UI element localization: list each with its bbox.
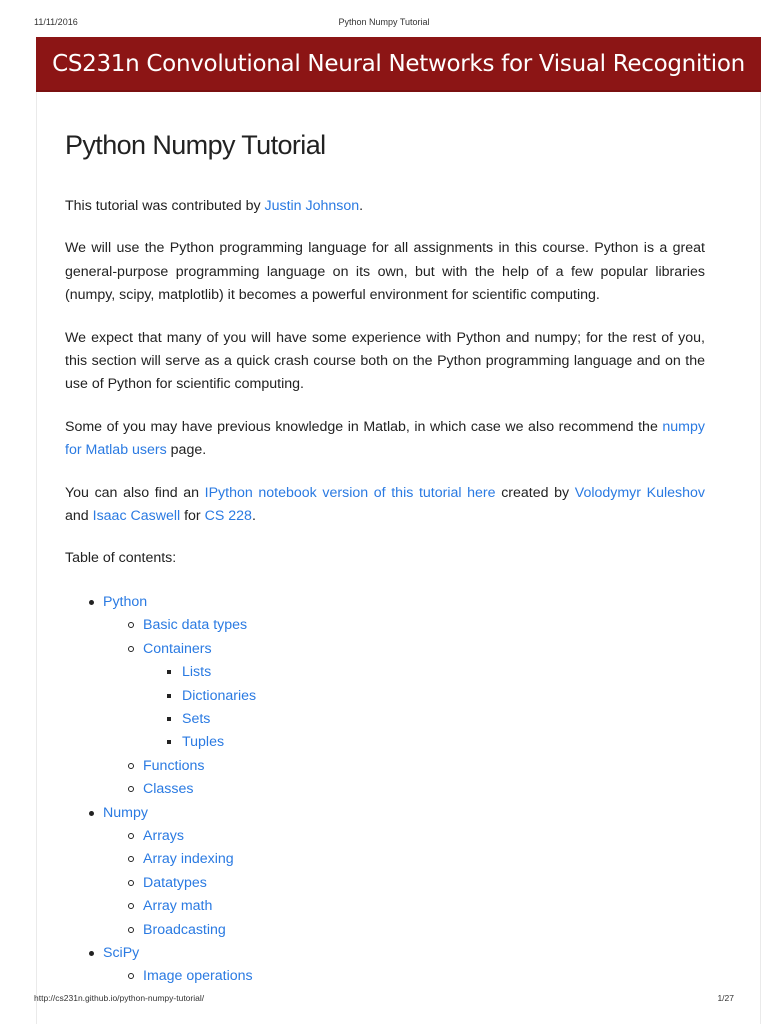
text: page. xyxy=(166,442,207,459)
toc-item-python xyxy=(103,591,705,802)
toc-link-lists[interactable]: Lists xyxy=(182,664,212,681)
print-doc-title: Python Numpy Tutorial xyxy=(338,17,430,27)
toc-link-basic-data-types[interactable]: Basic data types xyxy=(143,617,248,634)
toc-label: Table of contents: xyxy=(65,550,177,567)
toc-sublist-python xyxy=(103,614,705,801)
toc-item-classes xyxy=(143,778,705,801)
paragraph-expect: We expect that many of you will have some experience with Python and numpy; for the rest of you, this section will serve as a quick crash course both on the Python programming language and on the use of Python for scientific computing. xyxy=(65,329,705,393)
toc-item-arrays xyxy=(143,825,705,848)
post-title: Python Numpy Tutorial xyxy=(65,130,326,160)
toc-link-python[interactable]: Python xyxy=(103,593,148,610)
link-cs228[interactable]: CS 228 xyxy=(204,508,252,525)
text: and xyxy=(65,508,93,525)
toc-link-datatypes[interactable]: Datatypes xyxy=(143,874,207,891)
table-of-contents xyxy=(65,591,705,989)
print-footer xyxy=(34,993,734,1007)
paragraph-intro: We will use the Python programming language for all assignments in this course. Python is a great general-purpose programming language on its own, but with the help of a few popular libraries (numpy, scipy, matplotlib) it becomes a powerful environment for scientific computing. xyxy=(65,240,705,304)
toc-sublist-containers xyxy=(143,661,705,755)
text: created by xyxy=(495,484,575,501)
text: for xyxy=(180,508,205,525)
toc-item-basic-data-types xyxy=(143,614,705,637)
toc-link-array-math[interactable]: Array math xyxy=(143,898,213,915)
text: . xyxy=(359,198,364,214)
paragraph-notebook xyxy=(65,482,705,529)
print-url: http://cs231n.github.io/python-numpy-tutorial/ xyxy=(34,993,205,1003)
link-numpy-for-matlab[interactable]: numpy for Matlab users xyxy=(65,418,705,459)
toc-item-array-math xyxy=(143,895,705,918)
link-ipython-notebook[interactable]: IPython notebook version of this tutorial here xyxy=(204,484,496,501)
link-volodymyr-kuleshov[interactable]: Volodymyr Kuleshov xyxy=(574,484,705,501)
text: You can also find an xyxy=(65,484,205,501)
link-justin-johnson[interactable]: Justin Johnson xyxy=(264,198,360,214)
paragraph-matlab xyxy=(65,416,705,463)
toc-item-sets xyxy=(182,708,705,731)
link-isaac-caswell[interactable]: Isaac Caswell xyxy=(92,508,181,525)
toc-item-dictionaries xyxy=(182,685,705,708)
print-page-number: 1/27 xyxy=(717,993,734,1003)
toc-item-broadcasting xyxy=(143,919,705,942)
toc-item-array-indexing xyxy=(143,848,705,871)
print-header xyxy=(34,17,734,31)
post-content xyxy=(65,120,705,989)
toc-item-scipy xyxy=(103,942,705,989)
toc-sublist-numpy xyxy=(103,825,705,942)
toc-item-image-operations xyxy=(143,965,705,988)
toc-link-classes[interactable]: Classes xyxy=(143,781,194,798)
toc-item-functions xyxy=(143,755,705,778)
site-title-link[interactable]: CS231n Convolutional Neural Networks for Visual Recognition xyxy=(52,50,745,77)
toc-link-arrays[interactable]: Arrays xyxy=(143,827,184,844)
toc-link-numpy[interactable]: Numpy xyxy=(103,804,148,821)
toc-item-datatypes xyxy=(143,872,705,895)
toc-link-scipy[interactable]: SciPy xyxy=(103,944,140,961)
text: This tutorial was contributed by xyxy=(65,198,265,214)
toc-sublist-scipy xyxy=(103,965,705,988)
toc-item-tuples xyxy=(182,731,705,754)
site-header xyxy=(36,37,761,92)
paragraph-contributed xyxy=(65,195,705,218)
toc-link-tuples[interactable]: Tuples xyxy=(182,734,225,751)
toc-link-array-indexing[interactable]: Array indexing xyxy=(143,851,234,868)
toc-item-containers xyxy=(143,638,705,755)
print-date: 11/11/2016 xyxy=(34,17,78,27)
toc-item-lists xyxy=(182,661,705,684)
toc-link-broadcasting[interactable]: Broadcasting xyxy=(143,921,226,938)
toc-link-image-operations[interactable]: Image operations xyxy=(143,968,253,985)
text: . xyxy=(251,508,256,525)
toc-link-containers[interactable]: Containers xyxy=(143,640,212,657)
toc-link-dictionaries[interactable]: Dictionaries xyxy=(182,687,257,704)
toc-link-sets[interactable]: Sets xyxy=(182,710,211,727)
text: Some of you may have previous knowledge in Matlab, in which case we also recommend the xyxy=(65,418,663,435)
toc-item-numpy xyxy=(103,802,705,942)
toc-link-functions[interactable]: Functions xyxy=(143,757,205,774)
